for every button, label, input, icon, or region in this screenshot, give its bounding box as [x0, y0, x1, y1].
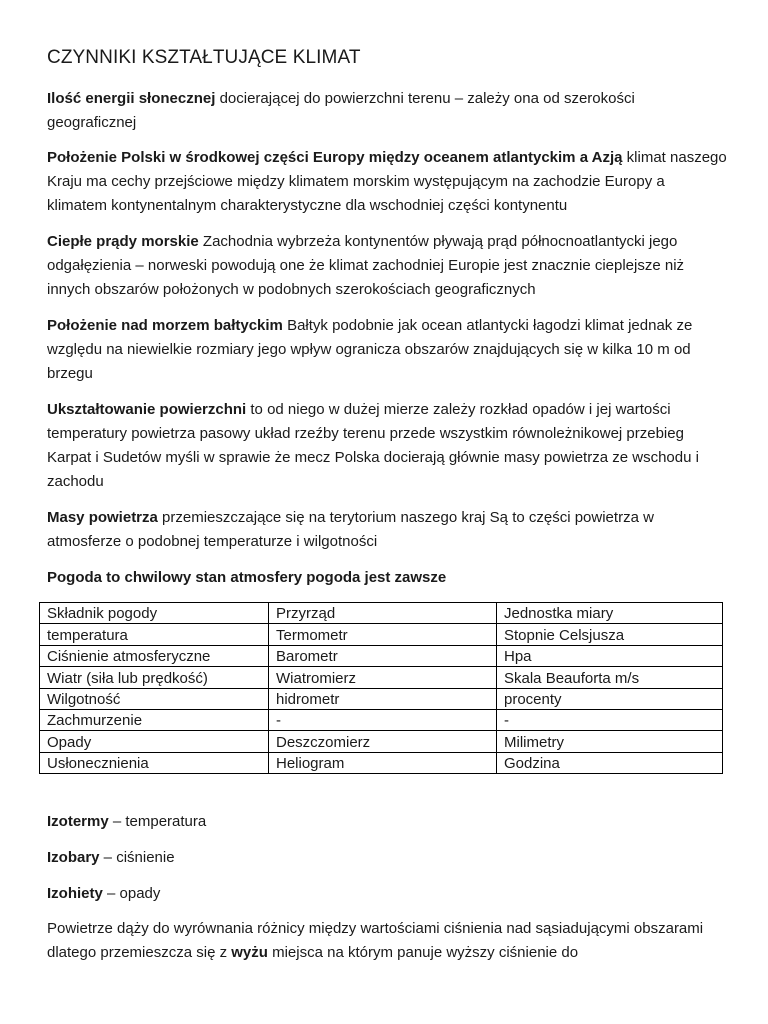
definition-isohyets: [47, 882, 727, 906]
table-cell: Deszczomierz: [269, 731, 497, 752]
weather-table: [39, 602, 723, 774]
paragraph-heading: Ukształtowanie powierzchni: [47, 401, 247, 418]
table-cell: Barometr: [269, 645, 497, 666]
table-row: [40, 688, 723, 709]
table-cell: Hpa: [497, 645, 723, 666]
table-row: [40, 731, 723, 752]
table-cell: Milimetry: [497, 731, 723, 752]
paragraph-relief: [47, 398, 727, 494]
table-row: [40, 709, 723, 730]
paragraph-location: [47, 146, 727, 218]
paragraph-heading: Położenie nad morzem bałtyckim: [47, 317, 283, 334]
definition-term: Izobary: [47, 849, 100, 866]
paragraph-text: przemieszczające się na terytorium naszego kraj Są to części powietrza w atmosferze o podobnej temperaturze i wilgotności: [47, 509, 654, 550]
table-cell: -: [269, 709, 497, 730]
paragraph-text: klimat naszego Kraju ma cechy przejściowe między klimatem morskim występującym na zachodzie Europy a klimatem kontynentalnym charakterystyczne dla wschodniej części kontynentu: [47, 149, 727, 214]
table-cell: Wiatromierz: [269, 667, 497, 688]
paragraph-heading: Położenie Polski w środkowej części Europy między oceanem atlantyckim a Azją: [47, 149, 623, 166]
paragraph-text: Powietrze dąży do wyrównania różnicy między wartościami ciśnienia nad sąsiadującymi obszarami dlatego przemieszcza się z: [47, 920, 704, 961]
definition-text: – temperatura: [108, 813, 207, 830]
table-cell: Wiatr (siła lub prędkość): [40, 667, 269, 688]
paragraph-heading: Masy powietrza: [47, 509, 158, 526]
table-cell: Ciśnienie atmosferyczne: [40, 645, 269, 666]
table-cell: Wilgotność: [40, 688, 269, 709]
definition-term: Izotermy: [47, 813, 109, 830]
definition-text: – opady: [102, 885, 161, 902]
table-cell: Heliogram: [269, 752, 497, 773]
paragraph-emphasis: wyżu: [231, 944, 268, 961]
paragraph-weather: [47, 566, 727, 590]
table-row: [40, 752, 723, 773]
paragraph-text: Zachodnia wybrzeża kontynentów pływają prąd północnoatlantycki jego odgałęzienia – norweski powodują one że klimat zachodniej Europie jest znacznie cieplejsze niż innych obszarów położonych w podobnych szerokościach geograficznych: [47, 233, 685, 298]
table-cell: temperatura: [40, 624, 269, 645]
table-cell: Jednostka miary: [497, 603, 723, 624]
table-row: [40, 667, 723, 688]
table-cell: Zachmurzenie: [40, 709, 269, 730]
paragraph-heading: Pogoda to chwilowy stan atmosfery pogoda jest zawsze: [47, 569, 447, 586]
table-cell: -: [497, 709, 723, 730]
paragraph-warm-currents: [47, 230, 727, 302]
paragraph-text: docierającej do powierzchni terenu – zależy ona od szerokości geograficznej: [47, 90, 635, 131]
paragraph-air-masses: [47, 506, 727, 554]
paragraph-text: miejsca na którym panuje wyższy ciśnienie do: [267, 944, 579, 961]
table-cell: Skala Beauforta m/s: [497, 667, 723, 688]
table-row: [40, 624, 723, 645]
table-cell: Składnik pogody: [40, 603, 269, 624]
definition-term: Izohiety: [47, 885, 103, 902]
paragraph-text: Bałtyk podobnie jak ocean atlantycki łagodzi klimat jednak ze względu na niewielkie rozmiary jego wpływ ogranicza obszarów znajdujących się w kilka 10 m od brzegu: [47, 317, 693, 382]
table-cell: Usłonecznienia: [40, 752, 269, 773]
table-cell: Opady: [40, 731, 269, 752]
definition-text: – ciśnienie: [99, 849, 175, 866]
paragraph-solar-energy: [47, 87, 727, 135]
definition-isobars: [47, 846, 727, 870]
table-header-row: [40, 603, 723, 624]
table-cell: Godzina: [497, 752, 723, 773]
table-row: [40, 645, 723, 666]
paragraph-air-pressure: [47, 917, 727, 965]
page-title: CZYNNIKI KSZTAŁTUJĄCE KLIMAT: [47, 47, 361, 68]
paragraph-text: to od niego w dużej mierze zależy rozkład opadów i jej wartości temperatury powietrza pasowy układ rzeźby terenu przede wszystkim równoleżnikowej przebieg Karpat i Sudetów myśli w sprawie że mecz Polska docierają głównie masy powietrza ze wschodu i zachodu: [47, 401, 699, 490]
paragraph-heading: Ciepłe prądy morskie: [47, 233, 199, 250]
definition-isotherms: [47, 810, 727, 834]
table-cell: Stopnie Celsjusza: [497, 624, 723, 645]
table-cell: Przyrząd: [269, 603, 497, 624]
paragraph-baltic: [47, 314, 727, 386]
table-cell: procenty: [497, 688, 723, 709]
paragraph-heading: Ilość energii słonecznej: [47, 90, 216, 107]
table-cell: hidrometr: [269, 688, 497, 709]
table-cell: Termometr: [269, 624, 497, 645]
